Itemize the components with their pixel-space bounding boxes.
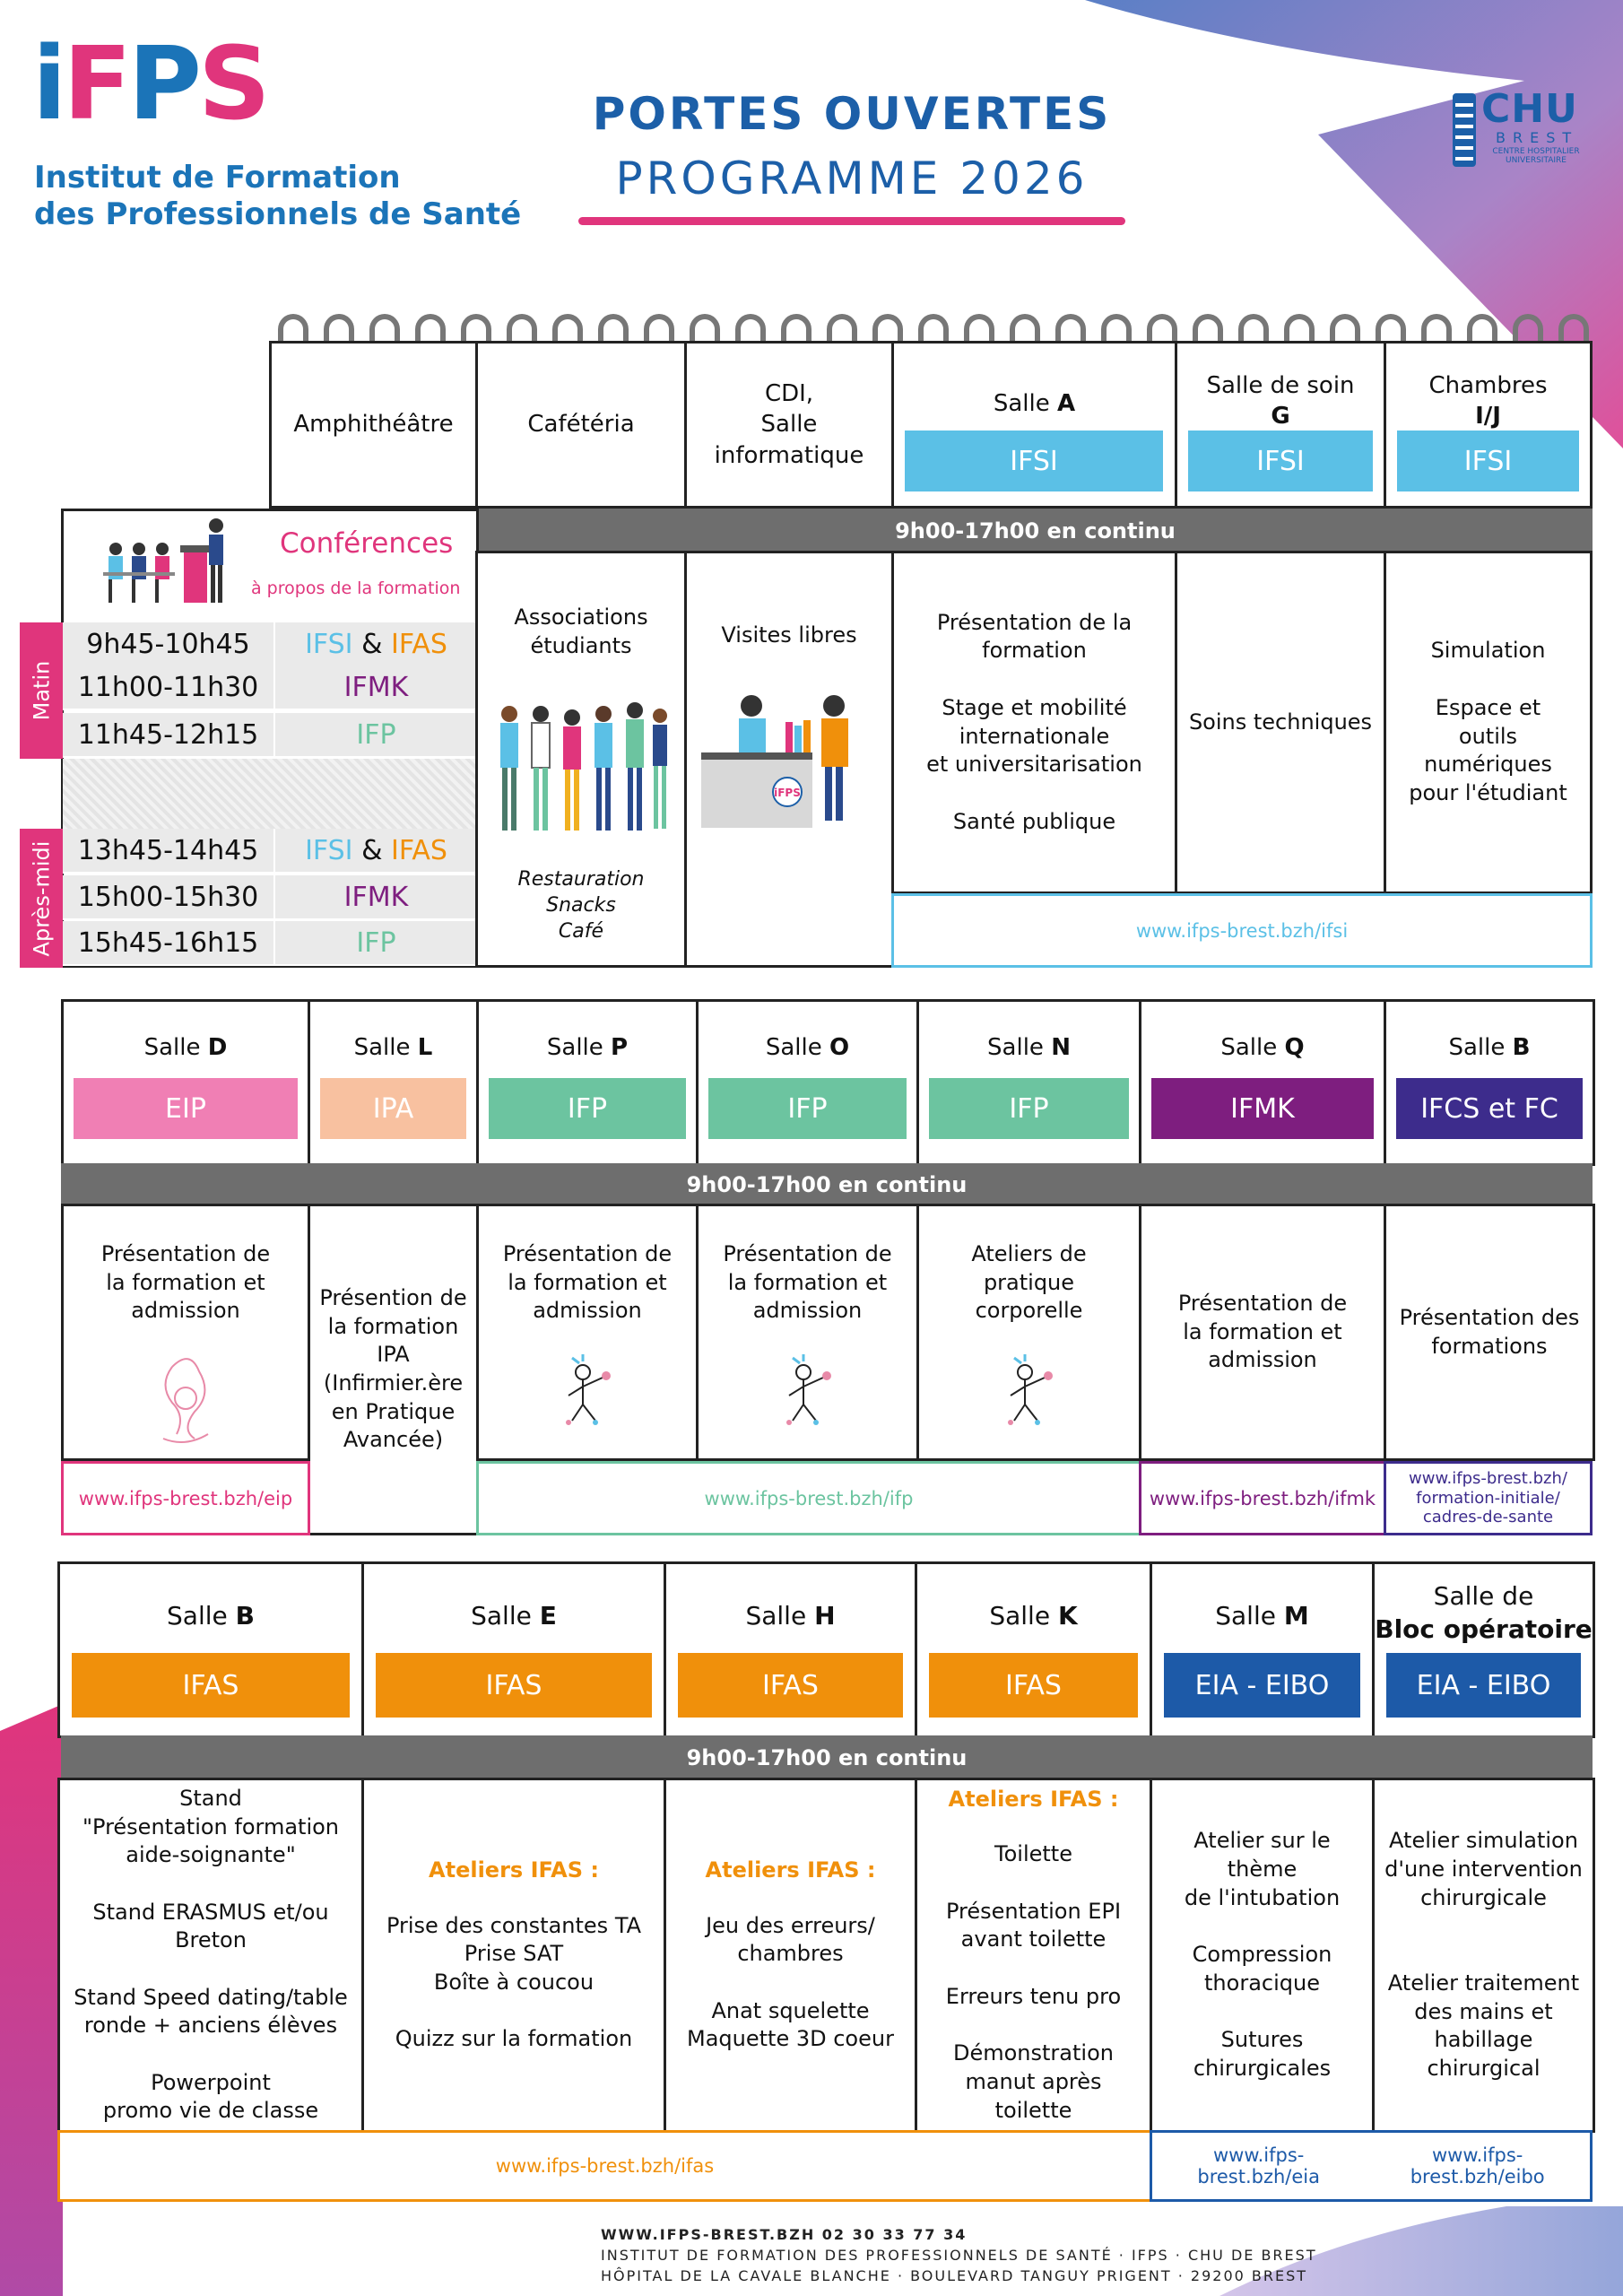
school-tag: IFAS [72, 1653, 350, 1718]
footer-contact: WWW.IFPS-BREST.BZH 02 30 33 77 34 [601, 2226, 968, 2243]
room-prefix: Salle de [1433, 1581, 1534, 1611]
stick-figure-illustration [556, 1351, 619, 1431]
room-prefix: Salle [471, 1601, 540, 1631]
room-letter: H [814, 1601, 836, 1631]
programme-and: & [352, 628, 391, 660]
stick-figure-illustration [998, 1351, 1061, 1431]
conference-programme [273, 665, 477, 710]
room-name [144, 1032, 228, 1063]
room-prefix: Salle [143, 1034, 208, 1061]
link-ifmk[interactable]: www.ifps-brest.bzh/ifmk [1139, 1461, 1386, 1535]
page-title: PORTES OUVERTES [592, 88, 1112, 140]
cafeteria-associations: Associations étudiants [514, 604, 648, 658]
link-eip[interactable]: www.ifps-brest.bzh/eip [61, 1461, 310, 1535]
room-name [167, 1600, 255, 1633]
room-name [1449, 1032, 1531, 1063]
room-prefix: Salle [1220, 1034, 1285, 1061]
hours-bar: 9h00-17h00 en continu [478, 509, 1593, 553]
header-amphitheatre [269, 341, 478, 509]
salle-a-cell [891, 551, 1177, 894]
room-letter: G [1271, 403, 1290, 430]
workshop-title: Ateliers IFAS : [705, 1857, 876, 1883]
cdi-cell [684, 551, 894, 968]
ifps-logo-subtitle [34, 160, 521, 234]
lighthouse-icon [1453, 93, 1476, 167]
morning-label: Matin [29, 660, 55, 721]
room-name [354, 1032, 433, 1063]
school-tag: EIA - EIBO [1386, 1653, 1581, 1718]
school-tag: EIA - EIBO [1164, 1653, 1360, 1718]
room-activities [61, 1204, 310, 1461]
room-activities [1384, 1204, 1595, 1461]
room-prefix: Salle [745, 1601, 815, 1631]
room-name [766, 1032, 849, 1063]
lunch-gap [63, 759, 477, 829]
activity-text: Présention de la formation IPA (Infirmier.ère en Pratique Avancée) [319, 1284, 467, 1453]
link-ifp[interactable]: www.ifps-brest.bzh/ifp [476, 1461, 1141, 1535]
stick-figure-illustration [777, 1351, 839, 1431]
logo-line-1: Institut de Formation [34, 160, 401, 196]
room-name [987, 1032, 1071, 1063]
library-illustration [699, 686, 879, 830]
conference-time: 13h45-14h45 [63, 829, 273, 874]
room-letter: Q [1284, 1034, 1305, 1061]
room-name [994, 388, 1075, 419]
activity-text: Ateliers de pratique corporelle [971, 1241, 1087, 1324]
programme-b: IFAS [391, 834, 447, 866]
conference-programme [273, 921, 477, 966]
salle-ij-cell [1384, 551, 1593, 894]
conference-time: 15h45-16h15 [63, 921, 273, 966]
room-prefix: Salle [1448, 1034, 1513, 1061]
room-name [547, 1032, 628, 1063]
room-activities [476, 1204, 699, 1461]
room-letter: N [1051, 1034, 1071, 1061]
room-letter: O [829, 1034, 850, 1061]
school-tag: IFP [708, 1078, 907, 1139]
room-letter: K [1057, 1601, 1078, 1631]
programme-b: IFAS [391, 628, 447, 660]
conference-time: 9h45-10h45 [63, 622, 273, 667]
students-illustration [491, 687, 671, 839]
room-name: Salle de soin [1206, 372, 1355, 399]
conference-time: 11h00-11h30 [63, 665, 273, 710]
side-label-morning [20, 622, 63, 759]
room-name [471, 1600, 557, 1633]
programme-a: IFSI [305, 628, 353, 660]
programme-a: IFSI [305, 834, 353, 866]
school-tag: IFAS [678, 1653, 903, 1718]
room-letter: B [1512, 1034, 1531, 1061]
activity-text: Présentation de la formation et admission [1177, 1290, 1348, 1373]
programme-a: IFMK [343, 671, 409, 703]
room-prefix: Salle [167, 1601, 236, 1631]
link-ifcs[interactable]: www.ifps-brest.bzh/ formation-initiale/ cadres-de-sante [1384, 1461, 1593, 1535]
footer-address: HÔPITAL DE LA CAVALE BLANCHE · BOULEVARD TANGUY PRIGENT · 29200 BREST [601, 2267, 1308, 2285]
school-tag: IFAS [929, 1653, 1138, 1718]
link-ifas[interactable]: www.ifps-brest.bzh/ifas [57, 2130, 1152, 2202]
programme-a: IFMK [343, 881, 409, 913]
room-letter: D [207, 1034, 228, 1061]
room-letter: E [539, 1601, 557, 1631]
conference-time: 11h45-12h15 [63, 713, 273, 758]
room-name: Chambres [1428, 372, 1548, 399]
footer [601, 2224, 1317, 2287]
header-cdi [684, 341, 894, 509]
footer-institute: INSTITUT DE FORMATION DES PROFESSIONNELS DE SANTÉ · IFPS · CHU DE BREST [601, 2247, 1317, 2265]
cdi-text: Visites libres [721, 622, 857, 648]
conference-subtitle: à propos de la formation [251, 578, 461, 598]
conference-illustration [103, 513, 238, 612]
page-subtitle: PROGRAMME 2026 [615, 152, 1089, 204]
chu-brest-logo [1453, 86, 1596, 170]
room-prefix: Salle [1215, 1601, 1284, 1631]
tag-ifsi-ij: IFSI [1397, 430, 1579, 491]
room-letter: A [1057, 390, 1076, 417]
tag-ifsi-g: IFSI [1188, 430, 1373, 491]
afternoon-label: Après-midi [29, 840, 54, 956]
salle-a-text: Présentation de la formation Stage et mobilité internationale et universitarisation Santé publique [926, 609, 1142, 834]
link-ifsi[interactable]: www.ifps-brest.bzh/ifsi [891, 893, 1593, 968]
salle-ij-text: Simulation Espace et outils numériques pour l'étudiant [1409, 638, 1567, 805]
room-prefix: Salle [993, 390, 1058, 417]
room-activities [361, 1778, 666, 2133]
room-prefix: Salle [765, 1034, 830, 1061]
room-letter: B [235, 1601, 255, 1631]
logo-line-2: des Professionnels de Santé [34, 196, 522, 233]
side-label-afternoon [20, 829, 63, 968]
room-activities [308, 1204, 479, 1535]
hours-bar-3: 9h00-17h00 en continu [61, 1735, 1593, 1780]
room-name: Amphithéâtre [293, 411, 454, 439]
room-prefix: Salle [987, 1034, 1052, 1061]
title-underline [578, 217, 1125, 225]
room-letter: Bloc opératoire [1375, 1613, 1593, 1644]
header-cafeteria [475, 341, 687, 509]
activity-text: Jeu des erreurs/ chambres Anat squelette Maquette 3D coeur [687, 1912, 894, 2052]
baby-illustration [145, 1349, 226, 1448]
tag-ifsi-a: IFSI [905, 430, 1163, 491]
activity-text: Présentation de la formation et admission [723, 1241, 892, 1324]
activity-text: Toilette Présentation EPI avant toilette Erreurs tenu pro Démonstration manut après toilette [945, 1841, 1122, 2123]
svg-text:iFPS: iFPS [774, 786, 801, 799]
activity-text: Stand "Présentation formation aide-soignante" Stand ERASMUS et/ou Breton Stand Speed dating/table ronde + anciens élèves Powerpoint promo vie de classe [74, 1785, 348, 2124]
room-letter: M [1283, 1601, 1309, 1631]
school-tag: EIP [74, 1078, 298, 1139]
workshop-title: Ateliers IFAS : [429, 1857, 599, 1883]
room-activities [1150, 1778, 1375, 2133]
room-prefix: Salle [989, 1601, 1058, 1631]
room-letter: L [417, 1034, 433, 1061]
activity-text: Atelier sur le thème de l'intubation Compression thoracique Sutures chirurgicales [1184, 1828, 1341, 2081]
activity-text: Présentation de la formation et admission [100, 1241, 271, 1324]
programme-and: & [352, 834, 391, 866]
room-activities [916, 1204, 1141, 1461]
activity-text: Présentation de la formation et admission [502, 1241, 673, 1324]
ifps-logo: iFPS [32, 26, 267, 143]
room-activities [915, 1778, 1152, 2133]
room-prefix: Salle [353, 1034, 418, 1061]
activity-text: Atelier simulation d'une intervention chirurgicale Atelier traitement des mains et habillage chirurgical [1384, 1828, 1583, 2081]
room-name [1215, 1600, 1309, 1633]
room-activities [664, 1778, 917, 2133]
hours-bar-2: 9h00-17h00 en continu [61, 1163, 1593, 1206]
room-activities [57, 1778, 364, 2133]
conference-programme [273, 875, 477, 920]
room-activities [696, 1204, 919, 1461]
school-tag: IFP [929, 1078, 1129, 1139]
link-eia[interactable]: www.ifps-brest.bzh/eia [1197, 2144, 1320, 2187]
salle-g-cell [1175, 551, 1386, 894]
cafeteria-food: Restauration Snacks Café [517, 868, 645, 944]
chu-city: BREST [1496, 129, 1579, 146]
programme-a: IFP [356, 926, 396, 959]
room-letter: I/J [1475, 403, 1501, 430]
link-eia-eibo [1150, 2130, 1593, 2202]
salle-g-text: Soins techniques [1188, 709, 1373, 735]
chu-word: CHU [1481, 86, 1578, 132]
room-name [989, 1600, 1077, 1633]
room-activities [1372, 1778, 1595, 2133]
room-name [745, 1600, 835, 1633]
room-letter: P [611, 1034, 629, 1061]
school-tag: IFCS et FC [1396, 1078, 1583, 1139]
room-name: Cafétéria [527, 411, 635, 439]
room-prefix: Salle [546, 1034, 612, 1061]
programme-a: IFP [356, 718, 396, 751]
conference-programme [273, 713, 477, 758]
conference-title: Conférences [280, 527, 454, 560]
room-name [1375, 1580, 1593, 1647]
workshop-title: Ateliers IFAS : [948, 1786, 1119, 1812]
activity-text: Présentation des formations [1399, 1304, 1580, 1359]
chu-caption: CENTRE HOSPITALIER UNIVERSITAIRE [1492, 147, 1580, 166]
school-tag: IPA [320, 1078, 466, 1139]
conference-time: 15h00-15h30 [63, 875, 273, 920]
school-tag: IFAS [376, 1653, 652, 1718]
link-eibo[interactable]: www.ifps-brest.bzh/eibo [1410, 2144, 1545, 2187]
conference-programme [273, 622, 477, 667]
room-name: CDI, Salle informatique [714, 380, 864, 469]
room-name [1220, 1032, 1304, 1063]
cafeteria-cell [475, 551, 687, 968]
conference-programme [273, 829, 477, 874]
activity-text: Prise des constantes TA Prise SAT Boîte à coucou Quizz sur la formation [386, 1912, 642, 2052]
school-tag: IFMK [1151, 1078, 1374, 1139]
school-tag: IFP [489, 1078, 686, 1139]
room-activities [1139, 1204, 1386, 1461]
